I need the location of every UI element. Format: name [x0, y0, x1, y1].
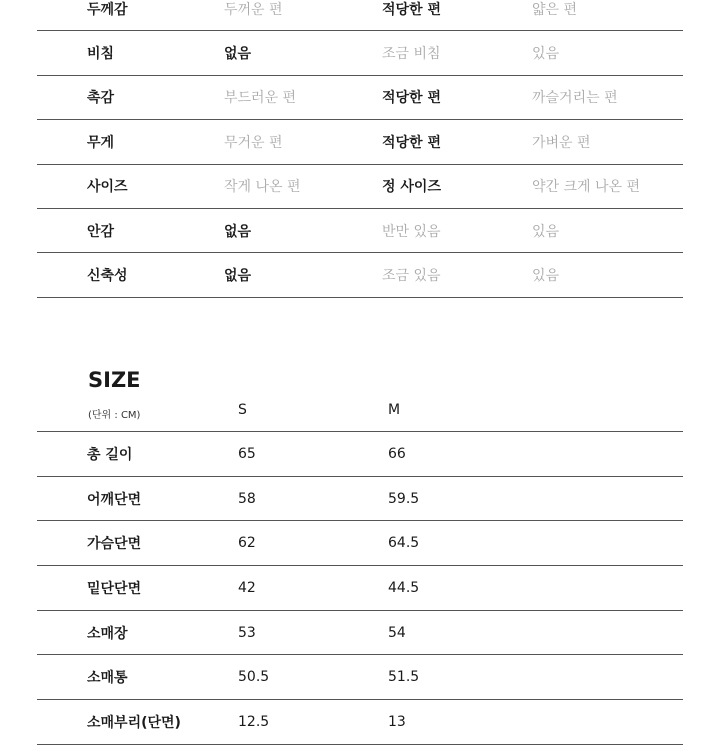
size-header-m: M — [388, 402, 401, 418]
size-value-m: 51.5 — [388, 669, 420, 686]
size-measure-label: 총 길이 — [87, 446, 133, 463]
fabric-option: 까슬거리는 편 — [532, 90, 618, 107]
fabric-option-selected: 적당한 편 — [382, 1, 441, 18]
size-value-s: 50.5 — [238, 669, 270, 686]
size-value-m: 66 — [388, 445, 406, 462]
size-title: SIZE — [88, 368, 141, 392]
size-value-s: 53 — [238, 624, 256, 641]
fabric-attribute-label: 안감 — [87, 223, 115, 240]
size-row — [37, 566, 683, 611]
fabric-option: 약간 크게 나온 편 — [532, 179, 641, 196]
size-value-s: 12.5 — [238, 713, 270, 730]
fabric-option-selected: 정 사이즈 — [382, 179, 441, 196]
size-value-s: 65 — [238, 445, 256, 462]
size-row — [37, 521, 683, 566]
fabric-option-selected: 없음 — [224, 46, 252, 63]
size-value-s: 42 — [238, 579, 256, 596]
fabric-option: 얇은 편 — [532, 1, 578, 18]
fabric-row — [37, 31, 683, 75]
size-value-s: 62 — [238, 535, 256, 552]
size-row — [37, 432, 683, 477]
fabric-option: 조금 비침 — [382, 46, 441, 63]
size-measure-label: 소매부리(단면) — [87, 714, 181, 731]
fabric-row — [37, 0, 683, 31]
size-measure-label: 어깨단면 — [87, 491, 142, 508]
fabric-option: 두꺼운 편 — [224, 1, 283, 18]
fabric-option: 있음 — [532, 223, 560, 240]
fabric-option-selected: 적당한 편 — [382, 134, 441, 151]
size-value-m: 59.5 — [388, 490, 420, 507]
fabric-option: 부드러운 편 — [224, 90, 297, 107]
fabric-row — [37, 76, 683, 120]
size-row — [37, 700, 683, 745]
size-measure-label: 밑단단면 — [87, 580, 142, 597]
fabric-attribute-label: 비침 — [87, 46, 115, 63]
fabric-option: 가벼운 편 — [532, 134, 591, 151]
fabric-attribute-label: 사이즈 — [87, 179, 128, 196]
size-value-s: 58 — [238, 490, 256, 507]
size-row — [37, 477, 683, 522]
fabric-attribute-label: 신축성 — [87, 268, 128, 285]
size-measure-label: 소매통 — [87, 670, 128, 687]
size-table — [37, 431, 683, 745]
fabric-option: 반만 있음 — [382, 223, 441, 240]
fabric-option: 조금 있음 — [382, 268, 441, 285]
fabric-option-selected: 없음 — [224, 223, 252, 240]
fabric-attribute-label: 두께감 — [87, 1, 128, 18]
size-row — [37, 611, 683, 656]
fabric-row — [37, 209, 683, 253]
fabric-row — [37, 120, 683, 164]
fabric-option: 있음 — [532, 46, 560, 63]
fabric-row — [37, 165, 683, 209]
size-row — [37, 655, 683, 700]
fabric-option: 작게 나온 편 — [224, 179, 301, 196]
fabric-row — [37, 253, 683, 297]
size-value-m: 54 — [388, 624, 406, 641]
size-measure-label: 소매장 — [87, 625, 128, 642]
fabric-option-selected: 없음 — [224, 268, 252, 285]
size-measure-label: 가슴단면 — [87, 536, 142, 553]
fabric-option: 있음 — [532, 268, 560, 285]
size-value-m: 64.5 — [388, 535, 420, 552]
size-value-m: 13 — [388, 713, 406, 730]
size-value-m: 44.5 — [388, 579, 420, 596]
fabric-attribute-label: 무게 — [87, 134, 115, 151]
fabric-option-selected: 적당한 편 — [382, 90, 441, 107]
size-unit-label: (단위 : CM) — [88, 410, 141, 421]
fabric-attribute-label: 촉감 — [87, 90, 115, 107]
size-header-s: S — [238, 402, 247, 418]
fabric-attributes-table — [37, 0, 683, 298]
fabric-option: 무거운 편 — [224, 134, 283, 151]
